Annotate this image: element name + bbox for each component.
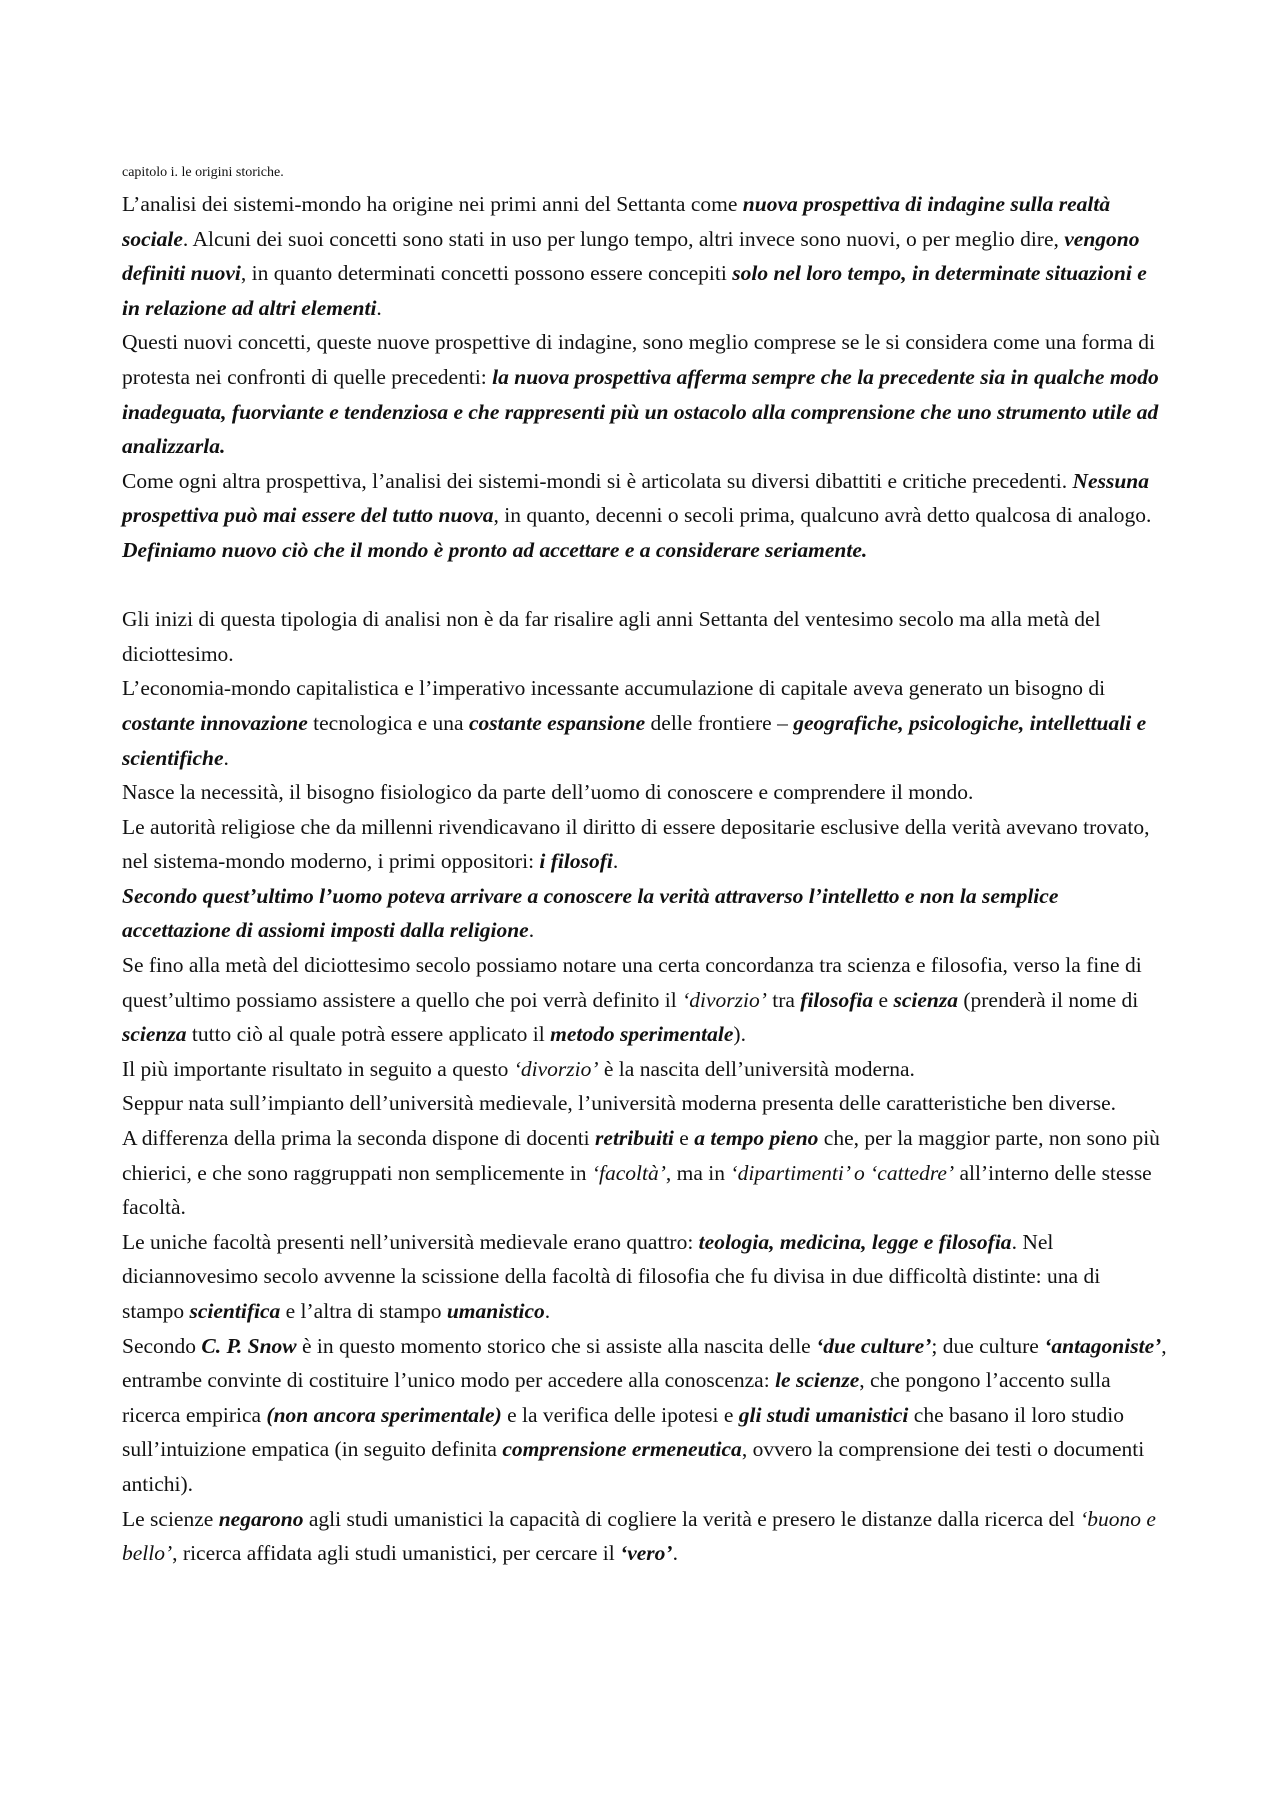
emphasis-text: retribuiti: [595, 1126, 674, 1151]
paragraph: [122, 879, 1167, 948]
emphasis-text: ‘divorzio’: [682, 987, 767, 1012]
body-text: L’economia-mondo capitalistica e l’imperativo incessante accumulazione di capitale aveva generato un bisogno di: [122, 676, 1106, 701]
paragraph: [122, 1502, 1167, 1571]
body-text: delle frontiere –: [645, 710, 794, 735]
emphasis-text: geografiche, psicologiche, intellettuali e scientifiche: [122, 710, 1147, 770]
body-text: all’interno delle stesse facoltà.: [122, 1160, 1152, 1220]
body-text: agli studi umanistici la capacità di cogliere la verità e presero le distanze dalla ricerca del: [303, 1506, 1081, 1531]
body-text: . Alcuni dei suoi concetti sono stati in uso per lungo tempo, altri invece sono nuovi, o per meglio dire,: [182, 226, 1065, 251]
emphasis-text: solo nel loro tempo, in determinate situazioni e in relazione ad altri elementi: [122, 261, 1147, 320]
body-text: tra: [766, 987, 801, 1012]
body-text: e l’altra di stampo: [280, 1299, 447, 1323]
paragraph: [122, 464, 1167, 533]
emphasis-text: scienza: [122, 1022, 187, 1047]
body-text: è in questo momento storico che si assiste alla nascita delle: [296, 1333, 817, 1358]
body-text: , che pongono l’accento sulla ricerca empirica: [122, 1368, 1111, 1427]
body-text: tutto ciò al quale potrà essere applicato il: [186, 1022, 551, 1047]
paragraph: [122, 602, 1167, 671]
body-text: ; due culture: [931, 1333, 1045, 1358]
paragraph: [122, 325, 1167, 463]
emphasis-text: negarono: [218, 1506, 304, 1531]
emphasis-text: teologia, medicina, legge e filosofia: [698, 1229, 1012, 1254]
body-text: ).: [733, 1022, 746, 1047]
paragraph: [122, 533, 1167, 568]
emphasis-text: gli studi umanistici: [738, 1402, 909, 1427]
emphasis-text: i filosofi: [539, 849, 613, 874]
paragraph: [122, 1086, 1167, 1121]
body-text: Le scienze: [122, 1506, 219, 1531]
body-text: .: [376, 295, 382, 320]
emphasis-text: ‘facoltà’: [591, 1160, 666, 1185]
paragraph: [122, 948, 1167, 1052]
body-text: che, per la maggior parte, non sono più chierici, e che sono raggruppati non semplicemente in: [122, 1126, 1160, 1185]
body-text: e: [873, 987, 894, 1012]
emphasis-text: scientifica: [189, 1299, 281, 1323]
paragraph: [122, 810, 1167, 879]
body-text: , entrambe convinte di costituire l’unico modo per accedere alla conoscenza:: [122, 1333, 1167, 1393]
emphasis-text: costante espansione: [468, 710, 646, 735]
body-text: .: [544, 1299, 551, 1323]
emphasis-text: la nuova prospettiva afferma sempre che la precedente sia in qualche modo inadeguata, fuorviante e tendenziosa e che rappresenti più un ostacolo alla comprensione che uno strumento utile ad analizzarla.: [122, 364, 1159, 459]
body-text: che basano il loro studio sull’intuizione empatica (in seguito definita: [122, 1402, 1124, 1462]
body-text: . Nel diciannovesimo secolo avvenne la scissione della facoltà di filosofia che fu divisa in due difficoltà distinte: una di stampo: [122, 1229, 1101, 1323]
body-text: Le autorità religiose che da millenni rivendicavano il diritto di essere depositarie esclusive della verità avevano trovato, nel sistema-mondo moderno, i primi oppositori:: [122, 814, 1150, 874]
emphasis-text: Definiamo nuovo ciò che il mondo è pronto ad accettare e a considerare seriamente.: [122, 537, 868, 562]
paragraph: [122, 1329, 1167, 1502]
chapter-header: capitolo i. le origini storiche.: [122, 165, 284, 180]
body-text: L’analisi dei sistemi-mondo ha origine nei primi anni del Settanta come: [122, 192, 743, 216]
paragraph: [122, 671, 1167, 775]
emphasis-text: le scienze: [775, 1368, 860, 1393]
emphasis-text: C. P. Snow: [201, 1333, 297, 1358]
body-text: e la verifica delle ipotesi e: [501, 1402, 739, 1427]
body-text: è la nascita dell’università moderna.: [598, 1056, 915, 1081]
body-text: , ricerca affidata agli studi umanistici, per cercare il: [172, 1541, 621, 1566]
body-text: , ma in: [665, 1160, 731, 1185]
body-text: tecnologica e una: [307, 710, 469, 735]
body-text: e: [673, 1126, 695, 1151]
emphasis-text: nuova prospettiva di indagine sulla realtà sociale: [122, 192, 1111, 251]
body-text: .: [612, 849, 619, 874]
body-text: , in quanto, decenni o secoli prima, qualcuno avrà detto qualcosa di analogo.: [493, 503, 1152, 528]
body-text: (prenderà il nome di: [957, 987, 1139, 1012]
body-text: Secondo: [122, 1333, 202, 1358]
body-text: Questi nuovi concetti, queste nuove prospettive di indagine, sono meglio comprese se le si considera come una forma di protesta nei confronti di quelle precedenti:: [122, 330, 1155, 389]
body-text: , ovvero la comprensione dei testi o documenti antichi).: [122, 1437, 1145, 1496]
paragraph: [122, 187, 1167, 325]
paragraph: [122, 1225, 1167, 1329]
emphasis-text: (non ancora sperimentale): [266, 1402, 502, 1427]
document-page: [122, 163, 1167, 1571]
emphasis-text: Nessuna prospettiva può mai essere del tutto nuova: [122, 468, 1149, 528]
emphasis-text: ‘due culture’: [816, 1333, 932, 1358]
emphasis-text: comprensione ermeneutica: [502, 1437, 742, 1462]
emphasis-text: umanistico: [446, 1299, 545, 1323]
emphasis-text: ‘vero’: [620, 1541, 673, 1566]
body-text: .: [672, 1541, 678, 1566]
paragraph: [122, 1052, 1167, 1087]
body-text: Come ogni altra prospettiva, l’analisi dei sistemi-mondi si è articolata su diversi dibattiti e critiche precedenti.: [122, 468, 1073, 493]
body-text: , in quanto determinati concetti possono essere concepiti: [240, 261, 733, 286]
paragraph: [122, 775, 1167, 810]
body-text: Il più importante risultato in seguito a questo: [122, 1056, 514, 1081]
emphasis-text: ‘antagoniste’: [1044, 1333, 1162, 1358]
emphasis-text: ‘dipartimenti’ o ‘cattedre’: [730, 1160, 955, 1185]
emphasis-text: Secondo quest’ultimo l’uomo poteva arrivare a conoscere la verità attraverso l’intelletto e non la semplice accettazione di assiomi imposti dalla religione: [122, 883, 1059, 943]
body-text: .: [223, 745, 229, 770]
body-text: Seppur nata sull’impianto dell’università medievale, l’università moderna presenta delle caratteristiche ben diverse.: [122, 1091, 1117, 1116]
emphasis-text: a tempo pieno: [694, 1126, 819, 1151]
emphasis-text: filosofia: [800, 987, 874, 1012]
body-text: Gli inizi di questa tipologia di analisi non è da far risalire agli anni Settanta del ventesimo secolo ma alla metà del diciottesimo.: [122, 607, 1101, 666]
body-text: Nasce la necessità, il bisogno fisiologico da parte dell’uomo di conoscere e comprendere il mondo.: [122, 780, 974, 805]
body-text: Se fino alla metà del diciottesimo secolo possiamo notare una certa concordanza tra scienza e filosofia, verso la fine di quest’ultimo possiamo assistere a quello che poi verrà definito il: [122, 953, 1142, 1012]
emphasis-text: costante innovazione: [122, 710, 308, 735]
document-body: [122, 187, 1167, 1571]
emphasis-text: ‘buono e bello’: [122, 1506, 1156, 1566]
emphasis-text: vengono definiti nuovi: [122, 226, 1140, 286]
emphasis-text: ‘divorzio’: [513, 1056, 599, 1081]
paragraph: [122, 1121, 1167, 1225]
emphasis-text: scienza: [893, 987, 958, 1012]
body-text: Le uniche facoltà presenti nell’università medievale erano quattro:: [122, 1229, 699, 1254]
body-text: .: [528, 918, 535, 943]
body-text: A differenza della prima la seconda dispone di docenti: [122, 1126, 596, 1151]
paragraph-gap: [122, 568, 1167, 603]
emphasis-text: metodo sperimentale: [550, 1022, 734, 1047]
